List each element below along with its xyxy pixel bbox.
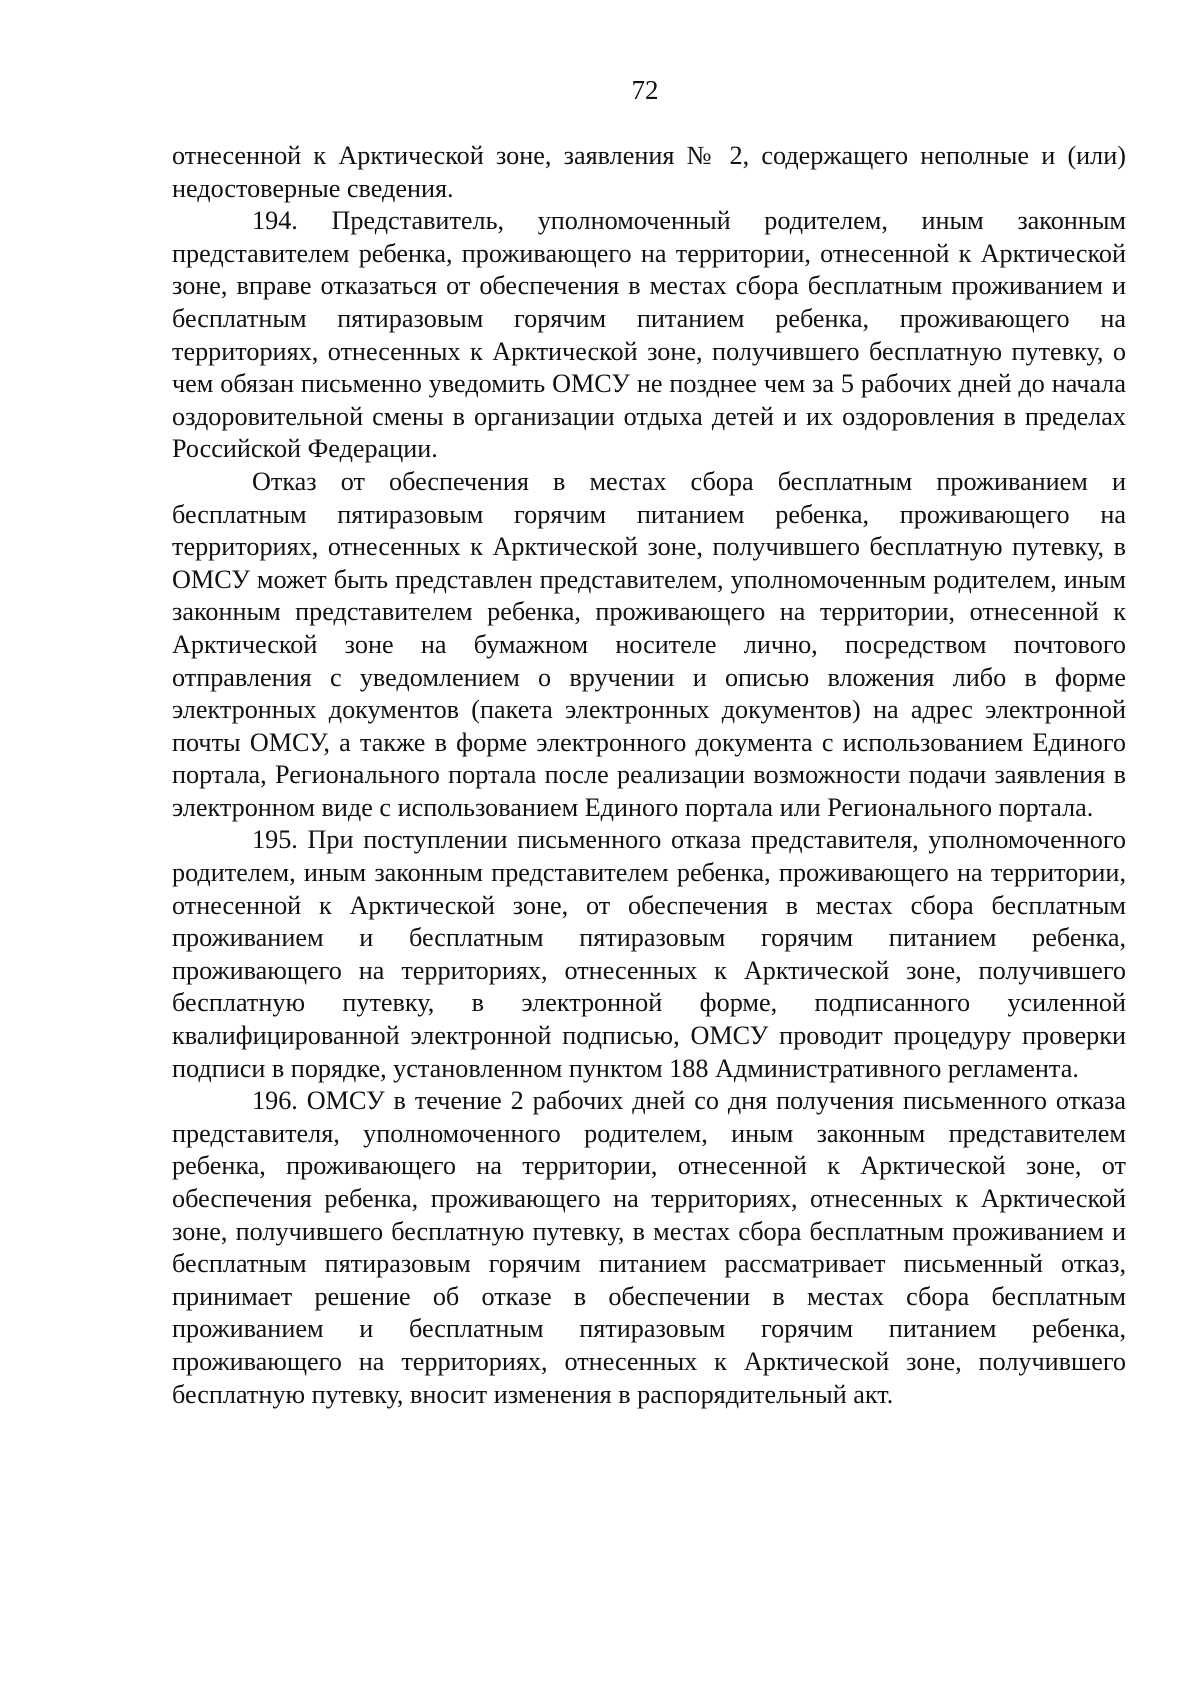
paragraph-196: 196. ОМСУ в течение 2 рабочих дней со дня получения письменного отказа представителя, уполномоченного родителем, иным законным представителем ребенка, проживающего на территории, отнесенной к Арктической зоне, от обеспечения ребенка, проживающего на территориях, отнесенных к Арктической зоне, получившего бесплатную путевку, в местах сбора бесплатным проживанием и бесплатным пятиразовым горячим питанием рассматривает письменный отказ, принимает решение об отказе в обеспечении в местах сбора бесплатным проживанием и бесплатным пятиразовым горячим питанием ребенка, проживающего на территориях, отнесенных к Арктической зоне, получившего бесплатную путевку, вносит изменения в распорядительный акт.: [172, 1086, 1126, 1409]
page-number: 72: [631, 75, 659, 105]
paragraph-194: 194. Представитель, уполномоченный родителем, иным законным представителем ребенка, проживающего на территории, отнесенной к Арктической зоне, вправе отказаться от обеспечения в местах сбора бесплатным проживанием и бесплатным пятиразовым горячим питанием ребенка, проживающего на территориях, отнесенных к Арктической зоне, получившего бесплатную путевку, о чем обязан письменно уведомить ОМСУ не позднее чем за 5 рабочих дней до начала оздоровительной смены в организации отдыха детей и их оздоровления в пределах Российской Федерации.: [172, 206, 1126, 464]
body-text: [172, 140, 1126, 1411]
paragraph-refusal-submission: Отказ от обеспечения в местах сбора бесплатным проживанием и бесплатным пятиразовым горячим питанием ребенка, проживающего на территориях, отнесенных к Арктической зоне, получившего бесплатную путевку, в ОМСУ может быть представлен представителем, уполномоченным родителем, иным законным представителем ребенка, проживающего на территории, отнесенной к Арктической зоне на бумажном носителе лично, посредством почтового отправления с уведомлением о вручении и описью вложения либо в форме электронных документов (пакета электронных документов) на адрес электронной почты ОМСУ, а также в форме электронного документа с использованием Единого портала, Регионального портала после реализации возможности подачи заявления в электронном виде с использованием Единого портала или Регионального портала.: [172, 466, 1126, 822]
paragraph-195: 195. При поступлении письменного отказа представителя, уполномоченного родителем, иным законным представителем ребенка, проживающего на территории, отнесенной к Арктической зоне, от обеспечения в местах сбора бесплатным проживанием и бесплатным пятиразовым горячим питанием ребенка, проживающего на территориях, отнесенных к Арктической зоне, получившего бесплатную путевку, в электронной форме, подписанного усиленной квалифицированной электронной подписью, ОМСУ проводит процедуру проверки подписи в порядке, установленном пунктом 188 Административного регламента.: [172, 825, 1126, 1083]
paragraph-continuation: отнесенной к Арктической зоне, заявления № 2, содержащего неполные и (или) недостоверные сведения.: [172, 141, 1126, 203]
